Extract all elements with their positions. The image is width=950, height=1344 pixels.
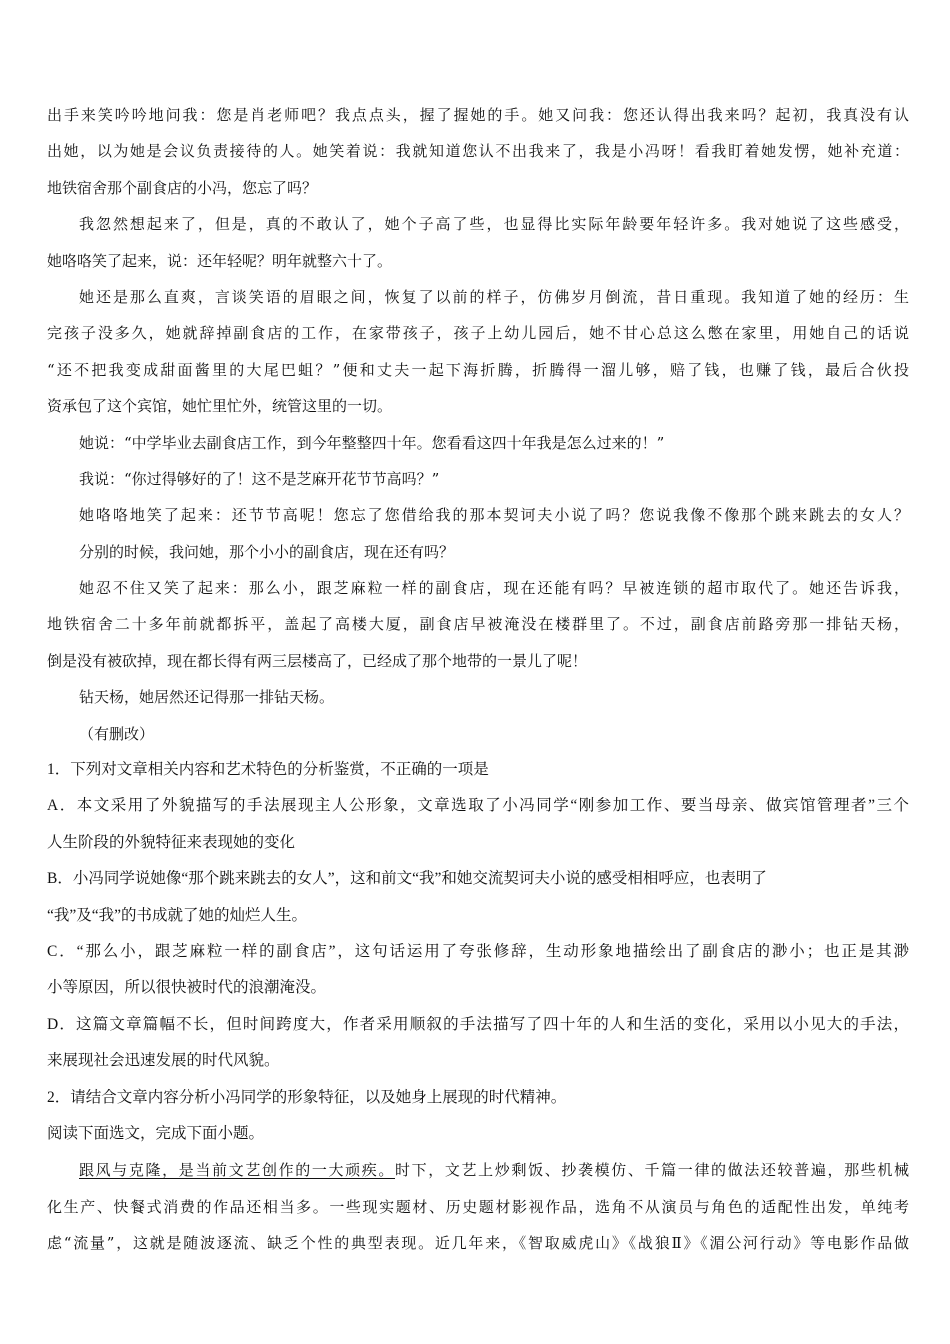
passage-line-3: 虑“流量”，这就是随波逐流、缺乏个性的典型表现。近几年来，《智取威虎山》《战狼Ⅱ》《湄公河行动》等电影作品做 [47, 1234, 909, 1253]
option-d-line-1: D．这篇文章篇幅不长，但时间跨度大，作者采用顺叙的手法描写了四十年的人和生活的变化，采用以小见大的手法， [47, 1015, 909, 1033]
option-d-line-2: 来展现社会迅速发展的时代风貌。 [47, 1052, 280, 1070]
option-b-line-1: B．小冯同学说她像“那个跳来跳去的女人”，这和前文“我”和她交流契诃夫小说的感受相相呼应，也表明了 [47, 870, 767, 888]
story-line-14: 她忍不住又笑了起来：那么小，跟芝麻粒一样的副食店，现在还能有吗？早被连锁的超市取代了。她还告诉我， [79, 579, 909, 598]
passage-line-1 [47, 1152, 909, 1188]
story-line-7: 完孩子没多久，她就辞掉副食店的工作，在家带孩子，孩子上幼儿园后，她不甘心总这么憋在家里，用她自己的话说 [47, 324, 909, 343]
story-line-17: 钻天杨，她居然还记得那一排钻天杨。 [79, 688, 335, 707]
reading-instruction: 阅读下面选文，完成下面小题。 [47, 1124, 265, 1142]
question-2-stem: 2．请结合文章内容分析小冯同学的形象特征，以及她身上展现的时代精神。 [47, 1088, 567, 1106]
option-a-line-1: A．本文采用了外貌描写的手法展现主人公形象，文章选取了小冯同学“刚参加工作、要当母亲、做宾馆管理者”三个 [47, 797, 909, 815]
story-line-1: 出手来笑吟吟地问我：您是肖老师吧？我点点头，握了握她的手。她又问我：您还认得出我来吗？起初，我真没有认 [47, 106, 909, 124]
story-line-2: 出她，以为她是会议负责接待的人。她笑着说：我就知道您认不出我来了，我是小冯呀！看我盯着她发愣，她补充道： [47, 142, 909, 161]
passage-line-1-rest: 时下，文艺上炒剩饭、抄袭模仿、千篇一律的做法还较普遍，那些机械 [395, 1161, 909, 1180]
story-line-15: 地铁宿舍二十多年前就都拆平，盖起了高楼大厦，副食店早被淹没在楼群里了。不过，副食店前路旁那一排钻天杨， [47, 615, 909, 634]
option-c-line-1: C．“那么小，跟芝麻粒一样的副食店”，这句话运用了夸张修辞，生动形象地描绘出了副食店的渺小；也正是其渺 [47, 942, 909, 960]
story-line-11: 我说：“你过得够好的了！这不是芝麻开花节节高吗？” [79, 469, 440, 488]
story-line-9: 资承包了这个宾馆，她忙里忙外，统管这里的一切。 [47, 397, 393, 416]
passage-line-2: 化生产、快餐式消费的作品还相当多。一些现实题材、历史题材影视作品，选角不从演员与角色的适配性出发，单纯考 [47, 1197, 909, 1216]
source-note: （有删改） [79, 724, 155, 743]
story-line-10: 她说：“中学毕业去副食店工作，到今年整整四十年。您看看这四十年我是怎么过来的！” [79, 433, 665, 452]
option-c-line-2: 小等原因，所以很快被时代的浪潮淹没。 [47, 979, 327, 997]
story-line-4: 我忽然想起来了，但是，真的不敢认了，她个子高了些，也显得比实际年龄要年轻许多。我对她说了这些感受， [79, 215, 909, 234]
story-line-16: 倒是没有被砍掉，现在都长得有两三层楼高了，已经成了那个地带的一景儿了呢！ [47, 651, 588, 670]
document-page [47, 97, 909, 1262]
option-a-line-2: 人生阶段的外貌特征来表现她的变化 [47, 833, 296, 851]
story-line-3: 地铁宿舍那个副食店的小冯，您忘了吗？ [47, 178, 318, 197]
story-line-5: 她咯咯笑了起来，说：还年轻呢？明年就整六十了。 [47, 251, 393, 270]
story-line-12: 她咯咯地笑了起来：还节节高呢！您忘了您借给我的那本契诃夫小说了吗？您说我像不像那个跳来跳去的女人？ [79, 506, 909, 525]
story-line-13: 分别的时候，我问她，那个小小的副食店，现在还有吗？ [79, 542, 455, 561]
option-b-line-2: “我”及“我”的书成就了她的灿烂人生。 [47, 906, 308, 924]
story-line-6: 她还是那么直爽，言谈笑语的眉眼之间，恢复了以前的样子，仿佛岁月倒流，昔日重现。我知道了她的经历：生 [79, 287, 909, 306]
passage-underlined-sentence: 跟风与克隆，是当前文艺创作的一大顽疾。 [79, 1161, 396, 1180]
question-1-stem: 1．下列对文章相关内容和艺术特色的分析鉴赏，不正确的一项是 [47, 761, 489, 779]
story-line-8: “还不把我变成甜面酱里的大尾巴蛆？”便和丈夫一起下海折腾，折腾得一溜儿够，赔了钱，也赚了钱，最后合伙投 [47, 360, 909, 379]
